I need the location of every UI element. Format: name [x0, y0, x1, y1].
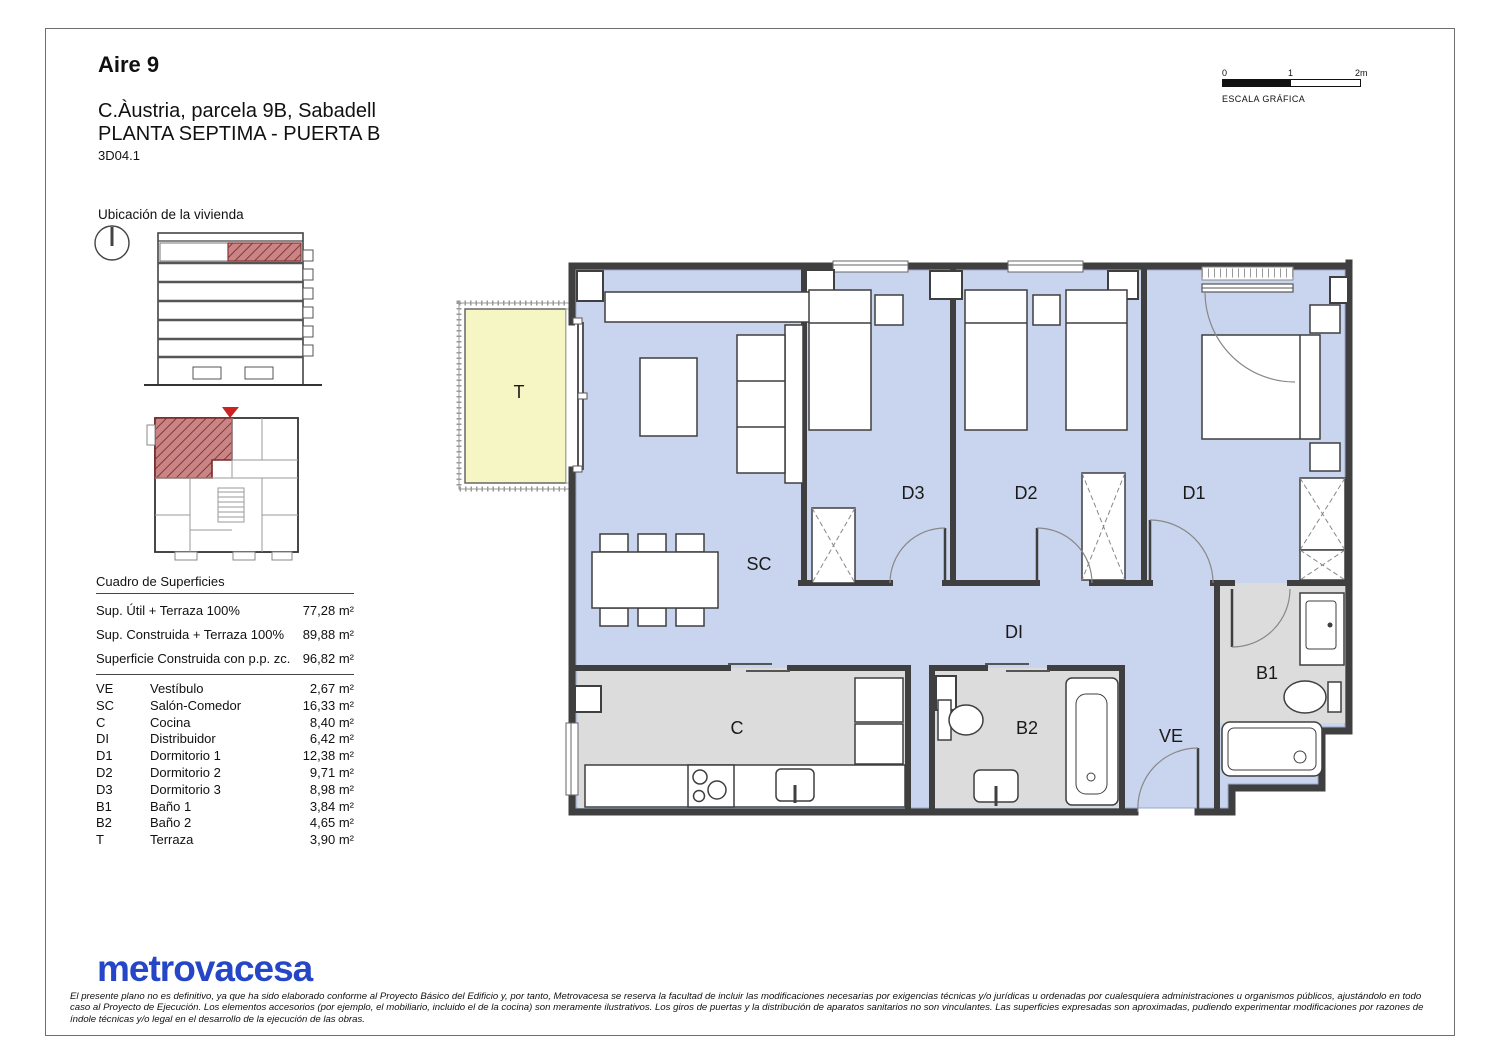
window-d1: [1202, 267, 1293, 292]
kitchen-appliances: [855, 678, 903, 764]
summary-value: 96,82 m²: [302, 651, 354, 666]
scale-tick-1: 1: [1288, 68, 1294, 78]
bed-d3: [809, 290, 871, 430]
wardrobe-d3: [812, 508, 855, 583]
nightstand-d2: [1033, 295, 1060, 325]
table-row: [96, 715, 354, 732]
room-area: 3,84 m²: [309, 798, 354, 814]
room-label-bano2: B2: [1015, 718, 1039, 738]
room-label-dorm1: D1: [1182, 483, 1206, 503]
plan-code: 3D04.1: [98, 148, 140, 163]
room-area: 8,40 m²: [309, 714, 354, 730]
summary-value: 89,88 m²: [302, 627, 354, 642]
scale-tick-0: 0: [1222, 68, 1228, 78]
room-rows: [96, 674, 354, 849]
room-name: Dormitorio 1: [150, 748, 221, 764]
location-title: Ubicación de la vivienda: [98, 207, 244, 222]
room-name: Dormitorio 3: [150, 781, 221, 797]
nightstand-d3: [875, 295, 903, 325]
unit-marker-arrow: [222, 407, 239, 418]
nightstand-d1-bottom: [1310, 443, 1340, 471]
title-block: [98, 52, 380, 163]
room-name: Baño 1: [150, 798, 192, 814]
scale-tick-2: 2m: [1355, 68, 1368, 78]
project-address: C.Àustria, parcela 9B, Sabadell: [98, 100, 376, 122]
scale-ticks: [1222, 68, 1382, 78]
project-name: Aire 9: [98, 52, 160, 77]
kitchen-counter: [585, 765, 905, 807]
table-row: [96, 782, 354, 799]
room-name: Distribuidor: [150, 731, 216, 747]
table-row: [96, 765, 354, 782]
room-code: D3: [96, 781, 113, 797]
room-code: DI: [96, 731, 109, 747]
room-label-salon: SC: [746, 554, 772, 574]
wardrobe-d1: [1300, 478, 1345, 580]
sink-b1: [1300, 593, 1344, 665]
sink-b2: [974, 770, 1018, 806]
room-name: Baño 2: [150, 815, 192, 831]
table-row: [96, 731, 354, 748]
room-label-vestib: VE: [1158, 726, 1184, 746]
room-area: 2,67 m²: [309, 681, 354, 696]
room-label-terraza: T: [513, 382, 525, 402]
table-row: [96, 748, 354, 765]
table-row: [96, 815, 354, 832]
surfaces-table: [96, 574, 354, 849]
floor-and-door: PLANTA SEPTIMA - PUERTA B: [98, 123, 381, 145]
room-code: T: [96, 832, 104, 848]
summary-label: Superficie Construida con p.p. zc.: [96, 651, 291, 666]
room-name: Vestíbulo: [150, 681, 204, 696]
summary-value: 77,28 m²: [302, 603, 354, 618]
table-row: [96, 681, 354, 698]
window-kitchen: [566, 723, 578, 795]
summary-label: Sup. Construida + Terraza 100%: [96, 627, 285, 642]
room-label-cocina: C: [730, 718, 744, 738]
metrovacesa-logo: metrovacesa: [97, 948, 313, 989]
summary-label: Sup. Útil + Terraza 100%: [96, 603, 240, 618]
sideboard: [605, 292, 830, 322]
dining-table: [592, 534, 718, 626]
room-code: SC: [96, 697, 115, 713]
window-d2: [1008, 261, 1083, 272]
table-row: [96, 799, 354, 816]
table-row: [96, 698, 354, 715]
summary-row: [96, 651, 354, 666]
room-area: 12,38 m²: [302, 748, 354, 764]
surfaces-title: Cuadro de Superficies: [96, 574, 354, 594]
room-name: Salón-Comedor: [150, 697, 242, 713]
sofa: [737, 325, 803, 483]
sink-icon: [776, 769, 814, 803]
bathtub-b2: [1066, 678, 1118, 805]
graphic-scale: [1222, 68, 1382, 104]
room-area: 16,33 m²: [302, 697, 354, 713]
room-area: 4,65 m²: [309, 815, 354, 831]
window-d3: [833, 261, 908, 272]
scale-caption: ESCALA GRÁFICA: [1222, 94, 1306, 104]
room-area: 9,71 m²: [309, 764, 354, 780]
legal-disclaimer: El presente plano no es definitivo, ya que ha sido elaborado conforme al Proyecto Básico del Edificio y, por tanto, Metrovacesa se reserva la facultad de incluir las modificaciones necesarias por exigencias técnicas y/o jurídicas u ordenadas por cualesquiera administraciones u organismos públicos, ajustándolo en todo caso al Proyecto de Ejecución. Los elementos accesorios (por ejemplo, el mobiliario, incluido el de la cocina) son meramente ilustrativos. Los giros de puertas y la distribución de aparatos sanitarios no son vinculantes. Las superficies expresadas son aproximadas, pudiendo experimentar modificaciones por razones de índole técnicas y/o legal en el desarrollo de la ejecución de las obras.: [70, 991, 1424, 1025]
room-area: 8,98 m²: [309, 781, 354, 797]
room-area: 3,90 m²: [309, 832, 354, 848]
room-name: Cocina: [150, 714, 191, 730]
scale-bar: [1222, 79, 1361, 87]
room-name: Terraza: [150, 832, 194, 848]
room-label-bano1: B1: [1255, 663, 1279, 683]
room-code: B1: [96, 798, 112, 814]
floor-plan: [459, 261, 1349, 812]
bed-d1: [1202, 335, 1320, 439]
toilet-b1: [1284, 681, 1341, 713]
room-code: C: [96, 714, 106, 730]
coffee-table: [640, 358, 697, 436]
room-code: D2: [96, 764, 113, 780]
north-indicator-icon: [95, 226, 129, 260]
room-code: VE: [96, 681, 114, 696]
key-plan-diagram: [147, 407, 298, 560]
room-label-dorm2: D2: [1014, 483, 1038, 503]
table-row: [96, 832, 354, 849]
shower-b1: [1222, 722, 1322, 776]
room-label-distrib: DI: [1005, 622, 1023, 642]
nightstand-d1-top: [1310, 305, 1340, 333]
room-name: Dormitorio 2: [150, 764, 221, 780]
summary-row: [96, 603, 354, 618]
room-area: 6,42 m²: [309, 731, 354, 747]
summary-row: [96, 627, 354, 642]
building-elevation-diagram: [144, 233, 322, 385]
room-code: D1: [96, 748, 113, 764]
hob-icon: [688, 765, 734, 807]
room-code: B2: [96, 815, 112, 831]
room-label-dorm3: D3: [901, 483, 925, 503]
